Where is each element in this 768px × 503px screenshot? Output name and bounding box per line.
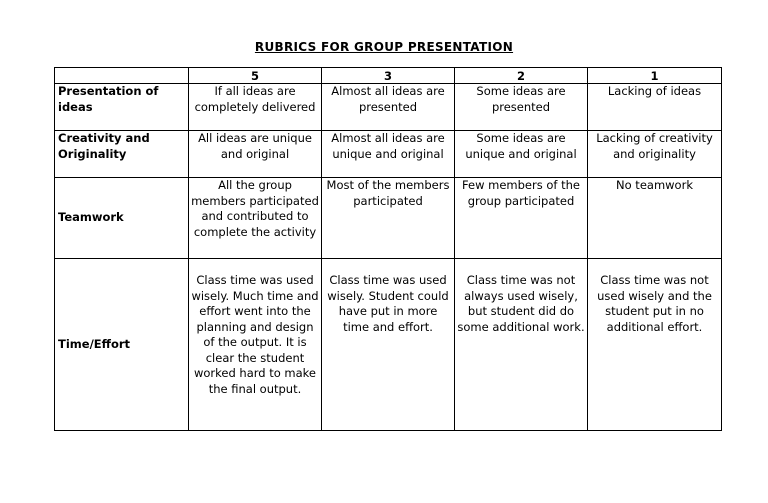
criterion-cell: Presentation of ideas [55, 84, 189, 131]
table-row [55, 259, 722, 431]
rubric-cell: Most of the members participated [322, 178, 455, 259]
rubric-cell: Almost all ideas are unique and original [322, 131, 455, 178]
rubric-cell: No teamwork [588, 178, 722, 259]
table-row [55, 84, 722, 131]
rubric-cell: Lacking of ideas [588, 84, 722, 131]
rubric-cell: If all ideas are completely delivered [189, 84, 322, 131]
table-row [55, 131, 722, 178]
rubric-cell: Lacking of creativity and originality [588, 131, 722, 178]
header-row [55, 68, 722, 84]
header-cell-score-5: 5 [189, 68, 322, 84]
rubric-cell: Class time was not used wisely and the student put in no additional effort. [588, 259, 722, 431]
rubric-cell: Class time was used wisely. Student could have put in more time and effort. [322, 259, 455, 431]
criterion-cell: Teamwork [55, 178, 189, 259]
rubric-cell: All the group members participated and contributed to complete the activity [189, 178, 322, 259]
table-row [55, 178, 722, 259]
document-title: RUBRICS FOR GROUP PRESENTATION [254, 40, 514, 54]
header-cell-score-2: 2 [455, 68, 588, 84]
header-cell-score-3: 3 [322, 68, 455, 84]
rubric-cell: Class time was used wisely. Much time and effort went into the planning and design of the output. It is clear the student worked hard to make the final output. [189, 259, 322, 431]
rubric-cell: Some ideas are presented [455, 84, 588, 131]
criterion-cell: Creativity and Originality [55, 131, 189, 178]
rubric-cell: Almost all ideas are presented [322, 84, 455, 131]
rubric-table [54, 67, 722, 431]
rubric-cell: Few members of the group participated [455, 178, 588, 259]
rubric-cell: All ideas are unique and original [189, 131, 322, 178]
rubric-cell: Class time was not always used wisely, but student did do some additional work. [455, 259, 588, 431]
header-cell-score-1: 1 [588, 68, 722, 84]
rubric-cell: Some ideas are unique and original [455, 131, 588, 178]
criterion-cell: Time/Effort [55, 259, 189, 431]
header-cell-criteria [55, 68, 189, 84]
